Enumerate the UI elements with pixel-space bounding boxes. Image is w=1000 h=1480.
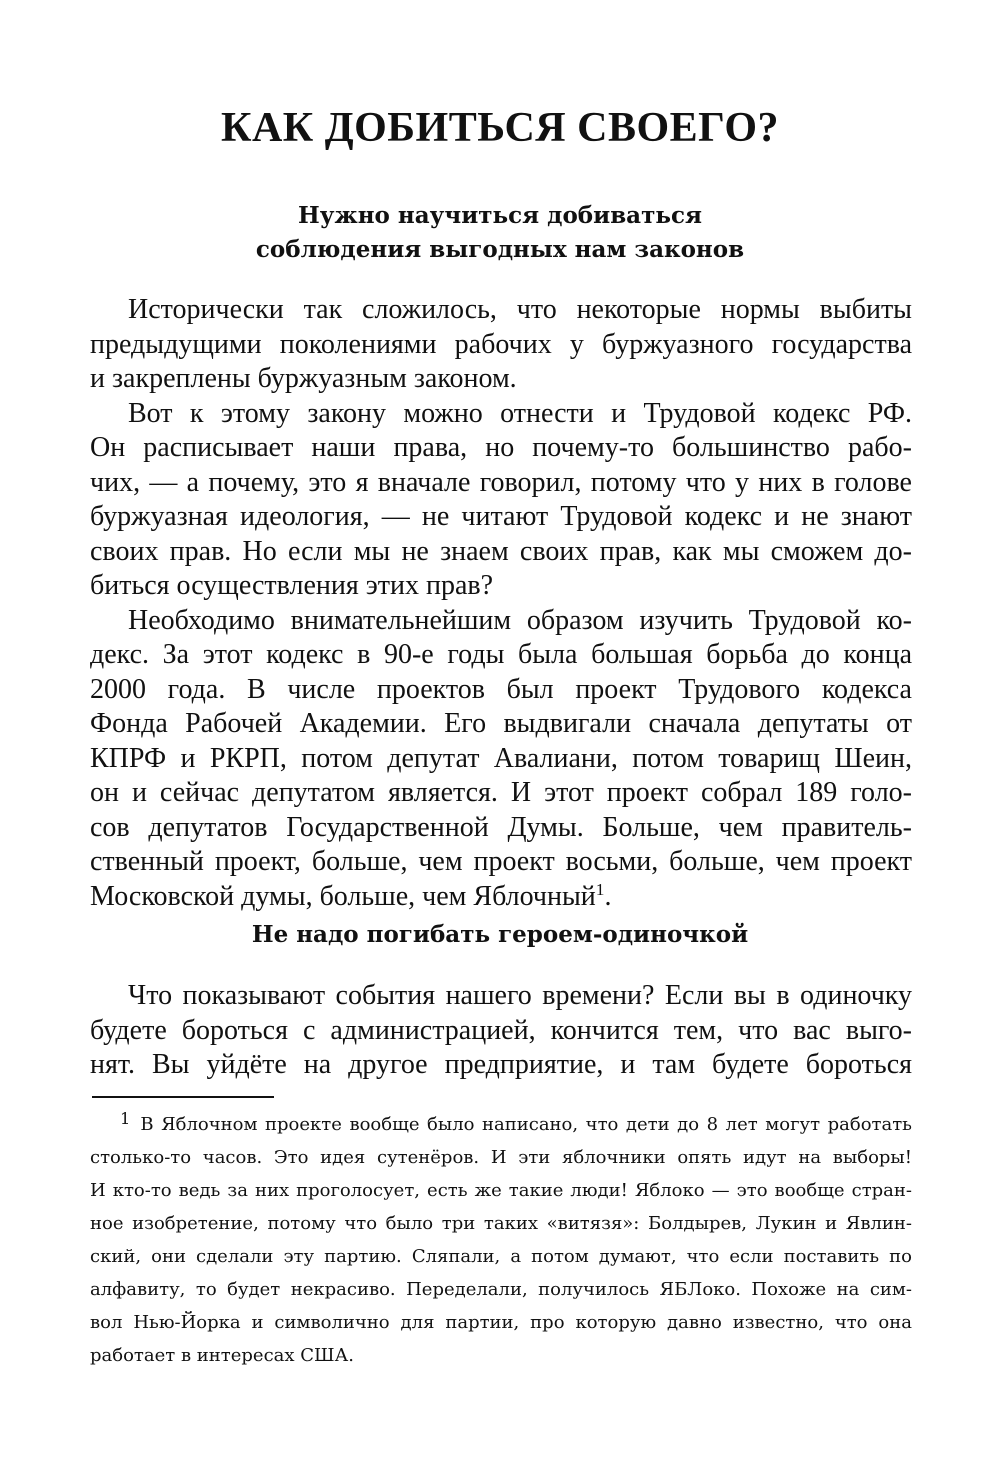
text-line: Что показывают события нашего времени? Если вы в одиночку <box>128 980 912 1011</box>
text-line: он и сейчас депутатом является. И этот проект собрал 189 голо- <box>90 777 912 808</box>
footnote-line <box>90 1108 912 1141</box>
text-line: и закреплены буржуазным законом. <box>90 363 517 394</box>
text-line: Вот к этому закону можно отнести и Трудовой кодекс РФ. <box>128 397 912 429</box>
text-line: ственный проект, больше, чем проект восьми, больше, чем проект <box>90 846 912 877</box>
heading-line: соблюдения выгодных нам законов <box>255 236 745 263</box>
footnote-text: В Яблочном проекте вообще было написано, что дети до 8 лет могут работать <box>140 1114 912 1135</box>
text-line: чих, — а почему, это я вначале говорил, потому что у них в голове <box>90 466 912 498</box>
text-line: предыдущими поколениями рабочих у буржуазного государства <box>90 328 912 360</box>
text-line: Фонда Рабочей Академии. Его выдвигали сначала депутаты от <box>90 708 912 739</box>
text-line: Он расписывает наши права, но почему-то большинство рабо- <box>90 432 912 463</box>
text-line: КПРФ и РКРП, потом депутат Авалиани, потом товарищ Шеин, <box>90 742 912 774</box>
footnote-reference[interactable]: 1 <box>595 879 605 899</box>
footnote-line: И кто-то ведь за них проголосует, есть же такие люди! Яблоко — это вообще стран- <box>90 1180 912 1201</box>
text-line: биться осуществления этих прав? <box>90 570 494 601</box>
footnote-line: вол Нью-Йорка и символично для партии, про которую давно известно, что она <box>90 1312 912 1333</box>
footnote-line: ное изобретение, потому что было три таких «витязя»: Болдырев, Лукин и Явлин- <box>90 1213 912 1234</box>
text-line: Необходимо внимательнейшим образом изучить Трудовой ко- <box>128 604 912 636</box>
footnote-line: работает в интересах США. <box>90 1345 354 1366</box>
heading-line: Нужно научиться добиваться <box>298 202 702 229</box>
footnote-divider <box>92 1096 274 1098</box>
line-end-punctuation: . <box>604 880 612 912</box>
text-line: будете бороться с администрацией, кончится тем, что вас выго- <box>90 1014 912 1046</box>
text-line: Исторически так сложилось, что некоторые нормы выбиты <box>128 294 912 325</box>
footnote-marker: 1 <box>120 1109 131 1129</box>
text-line: нят. Вы уйдёте на другое предприятие, и там будете бороться <box>90 1049 912 1080</box>
text-line: своих прав. Но если мы не знаем своих прав, как мы сможем до- <box>90 535 912 567</box>
footnote <box>90 1108 912 1372</box>
text-line: 2000 года. В числе проектов был проект Трудового кодекса <box>90 673 912 705</box>
section-heading-laws <box>90 199 910 267</box>
text-line: декс. За этот кодекс в 90-е годы была большая борьба до конца <box>90 639 912 670</box>
text-line: Московской думы, больше, чем Яблочный <box>90 880 596 912</box>
section-1-body <box>90 293 912 914</box>
footnote-line: ский, они сделали эту партию. Сляпали, а потом думают, что если поставить по <box>90 1246 912 1267</box>
text-line-with-footnote-ref <box>90 880 912 915</box>
chapter-title: КАК ДОБИТЬСЯ СВОЕГО? <box>220 105 779 151</box>
text-line: буржуазная идеология, — не читают Трудовой кодекс и не знают <box>90 501 912 532</box>
section-heading-hero: Не надо погибать героем-одиночкой <box>251 921 749 948</box>
text-line: сов депутатов Государственной Думы. Больше, чем правитель- <box>90 811 912 843</box>
footnote-line: столько-то часов. Это идея сутенёров. И эти яблочники опять идут на выборы! <box>90 1147 912 1168</box>
footnote-line: алфавиту, то будет некрасиво. Переделали, получилось ЯБЛоко. Похоже на сим- <box>90 1279 912 1300</box>
section-2-body <box>90 979 912 1083</box>
